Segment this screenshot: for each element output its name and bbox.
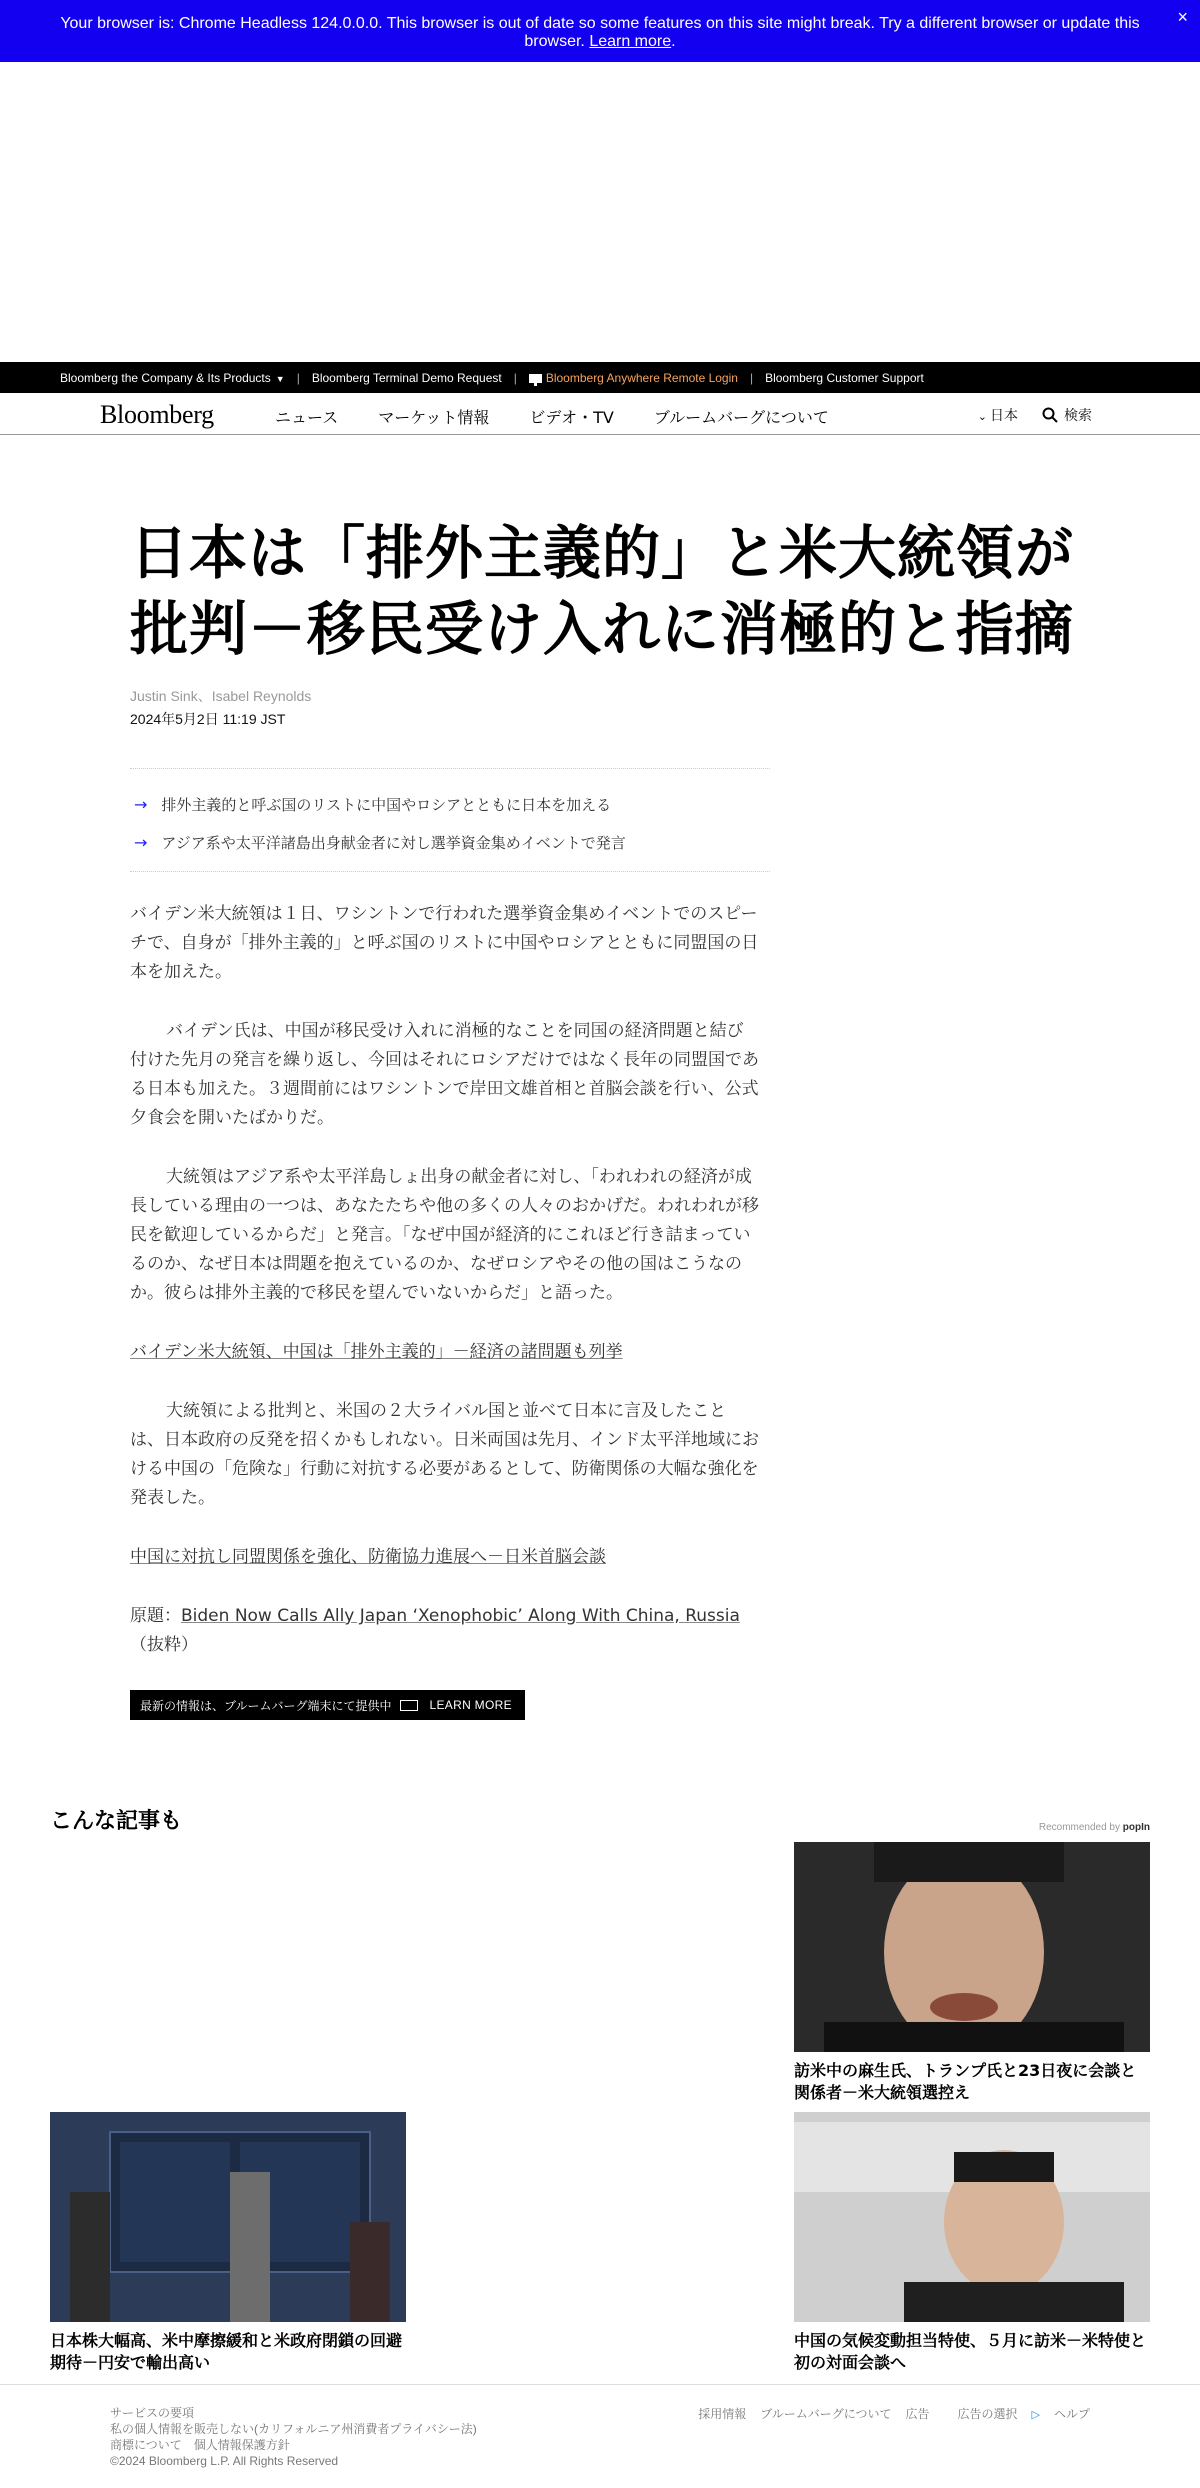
nav-links	[275, 405, 869, 428]
corporate-topbar	[0, 362, 1200, 393]
recommended-card[interactable]	[794, 1842, 1150, 2104]
article-headline	[130, 515, 1090, 667]
excerpt-note: （抜粋）	[130, 1635, 198, 1655]
divider: |	[296, 371, 300, 385]
article-summary	[130, 768, 770, 872]
popin-logo: popIn	[1122, 1822, 1150, 1833]
ad-space	[0, 62, 1200, 362]
divider: |	[513, 371, 517, 385]
original-title-paragraph	[130, 1602, 760, 1660]
terminal-promo-text: 最新の情報は、ブルームバーグ端末にて提供中	[140, 1698, 392, 1713]
original-article-link[interactable]: Biden Now Calls Ally Japan ‘Xenophobic’ Along With China, Russia	[181, 1606, 740, 1626]
search-icon[interactable]	[1042, 407, 1058, 423]
adchoices-icon: ▷	[1031, 2409, 1040, 2421]
banner-text: Your browser is: Chrome Headless 124.0.0.0. This browser is out of date so some features on this site might break. Try a different browser or update this browser.	[60, 15, 1140, 50]
portrait-image	[794, 2112, 1150, 2322]
market-board-image	[50, 2112, 406, 2322]
region-selector[interactable]: ⌄ 日本	[977, 408, 1018, 424]
related-link-paragraph	[130, 1543, 760, 1572]
paragraph: 大統領による批判と、米国の２大ライバル国と並べて日本に言及したことは、日本政府の反発を招くかもしれない。日米両国は先月、インド太平洋地域における中国の「危険な」行動に対抗する必要があるとして、防衛関係の大幅な強化を発表した。	[130, 1401, 759, 1508]
related-article-link[interactable]: 中国に対抗し同盟関係を強化、防衛協力進展へ－日米首脳会談	[130, 1547, 606, 1567]
article-thumbnail[interactable]	[50, 2112, 406, 2322]
footer-right	[684, 2405, 1090, 2422]
close-icon[interactable]: ×	[1177, 7, 1188, 27]
nav-item-markets[interactable]: マーケット情報	[378, 408, 490, 427]
learn-more-button[interactable]: LEARN MORE	[429, 1698, 512, 1712]
summary-item	[130, 823, 770, 861]
card-caption[interactable]: 日本株大幅高、米中摩擦緩和と米政府閉鎖の回避期待－円安で輸出高い	[50, 2331, 403, 2372]
chevron-down-icon: ⌄	[977, 410, 987, 423]
arrow-right-icon: →	[134, 832, 148, 852]
footer-copyright: ©2024 Bloomberg L.P. All Rights Reserved	[110, 2454, 339, 2468]
arrow-right-icon: →	[134, 794, 148, 814]
related-article-link[interactable]: バイデン米大統領、中国は「排外主義的」－経済の諸問題も列挙	[130, 1342, 623, 1362]
divider: |	[749, 371, 754, 385]
summary-text: アジア系や太平洋諸島出身献金者に対し選挙資金集めイベントで発言	[161, 833, 626, 852]
headline-line-1: 日本は「排外主義的」と米大統領が	[130, 519, 1075, 587]
recommended-by[interactable]: Recommended by popIn	[1038, 1822, 1150, 1833]
site-footer	[0, 2384, 1200, 2488]
footer-link-help[interactable]: ヘルプ	[1053, 2407, 1090, 2421]
nav-right	[978, 405, 1092, 425]
footer-link-ad-choices[interactable]: 広告の選択 ▷	[957, 2407, 1040, 2421]
browser-warning-banner: Your browser is: Chrome Headless 124.0.0.0. This browser is out of date so some features on this site might break. Try a different browser or update this browser. Learn more. ×	[0, 0, 1200, 62]
related-link-paragraph	[130, 1338, 760, 1367]
article-byline[interactable]: Justin Sink、Isabel Reynolds	[130, 688, 312, 704]
article-body	[130, 900, 760, 1690]
terminal-icon	[400, 1700, 418, 1711]
nav-item-video-tv[interactable]: ビデオ・TV	[529, 408, 614, 427]
paragraph: バイデン氏は、中国が移民受け入れに消極的なことを同国の経済問題と結び付けた先月の発言を繰り返し、今回はそれにロシアだけではなく長年の同盟国である日本も加えた。３週間前にはワシントンで岸田文雄首相と首脳会談を行い、公式夕食会を開いたばかりだ。	[130, 1021, 759, 1128]
learn-more-link[interactable]: Learn more	[589, 33, 672, 50]
topbar-customer-support[interactable]: Bloomberg Customer Support	[765, 371, 924, 385]
portrait-image	[794, 1842, 1150, 2052]
paragraph: 大統領はアジア系や太平洋島しょ出身の献金者に対し、「われわれの経済が成長している理由の一つは、あなたたちや他の多くの人々のおかげだ。われわれが移民を歓迎しているからだ」と発言。「なぜ中国が経済的にこれほど行き詰まっているのか、なぜ日本は問題を抱えているのか、なぜロシアやその他の国はこうなのか。彼らは排外主義的で移民を望んでいないからだ」と語った。	[130, 1167, 759, 1303]
footer-link-about[interactable]: ブルームバーグについて	[760, 2407, 892, 2421]
article-thumbnail[interactable]	[794, 1842, 1150, 2052]
topbar-remote-login[interactable]: Bloomberg Anywhere Remote Login	[529, 371, 738, 385]
topbar-company-products[interactable]: Bloomberg the Company & Its Products ▼	[60, 371, 285, 385]
recommended-title: こんな記事も	[50, 1809, 183, 1834]
footer-link-careers[interactable]: 採用情報	[698, 2407, 747, 2421]
terminal-promo-bar[interactable]	[130, 1690, 525, 1720]
footer-left	[110, 2405, 477, 2469]
footer-link-terms[interactable]: サービスの要項	[110, 2406, 195, 2420]
bloomberg-logo[interactable]: Bloomberg	[100, 400, 214, 429]
footer-link-trademarks-privacy[interactable]: 商標について 個人情報保護方針	[110, 2438, 290, 2452]
footer-link-do-not-sell[interactable]: 私の個人情報を販売しない(カリフォルニア州消費者プライバシー法)	[110, 2422, 477, 2436]
summary-text: 排外主義的と呼ぶ国のリストに中国やロシアとともに日本を加える	[161, 795, 612, 814]
recommended-card[interactable]	[50, 2112, 406, 2374]
caret-down-icon: ▼	[275, 374, 285, 384]
monitor-icon	[529, 374, 542, 383]
paragraph: バイデン米大統領は１日、ワシントンで行われた選挙資金集めイベントでのスピーチで、自身が「排外主義的」と呼ぶ国のリストに中国やロシアとともに同盟国の日本を加えた。	[130, 904, 759, 982]
summary-item	[130, 785, 770, 823]
nav-item-news[interactable]: ニュース	[275, 408, 339, 427]
original-title-label: 原題：	[130, 1606, 181, 1626]
main-navbar	[0, 393, 1200, 435]
nav-item-about[interactable]: ブルームバーグについて	[653, 408, 829, 427]
card-caption[interactable]: 訪米中の麻生氏、トランプ氏と23日夜に会談と関係者－米大統領選控え	[794, 2061, 1137, 2102]
article-date: 2024年5月2日 11:19 JST	[130, 711, 286, 727]
search-label[interactable]: 検索	[1064, 408, 1092, 424]
headline-line-2: 批判－移民受け入れに消極的と指摘	[130, 595, 1075, 663]
topbar-terminal-demo[interactable]: Bloomberg Terminal Demo Request	[311, 371, 502, 385]
recommended-card[interactable]	[794, 2112, 1150, 2374]
footer-link-advertising[interactable]: 広告	[905, 2407, 930, 2421]
article-thumbnail[interactable]	[794, 2112, 1150, 2322]
card-caption[interactable]: 中国の気候変動担当特使、５月に訪米－米特使と初の対面会談へ	[794, 2331, 1147, 2372]
